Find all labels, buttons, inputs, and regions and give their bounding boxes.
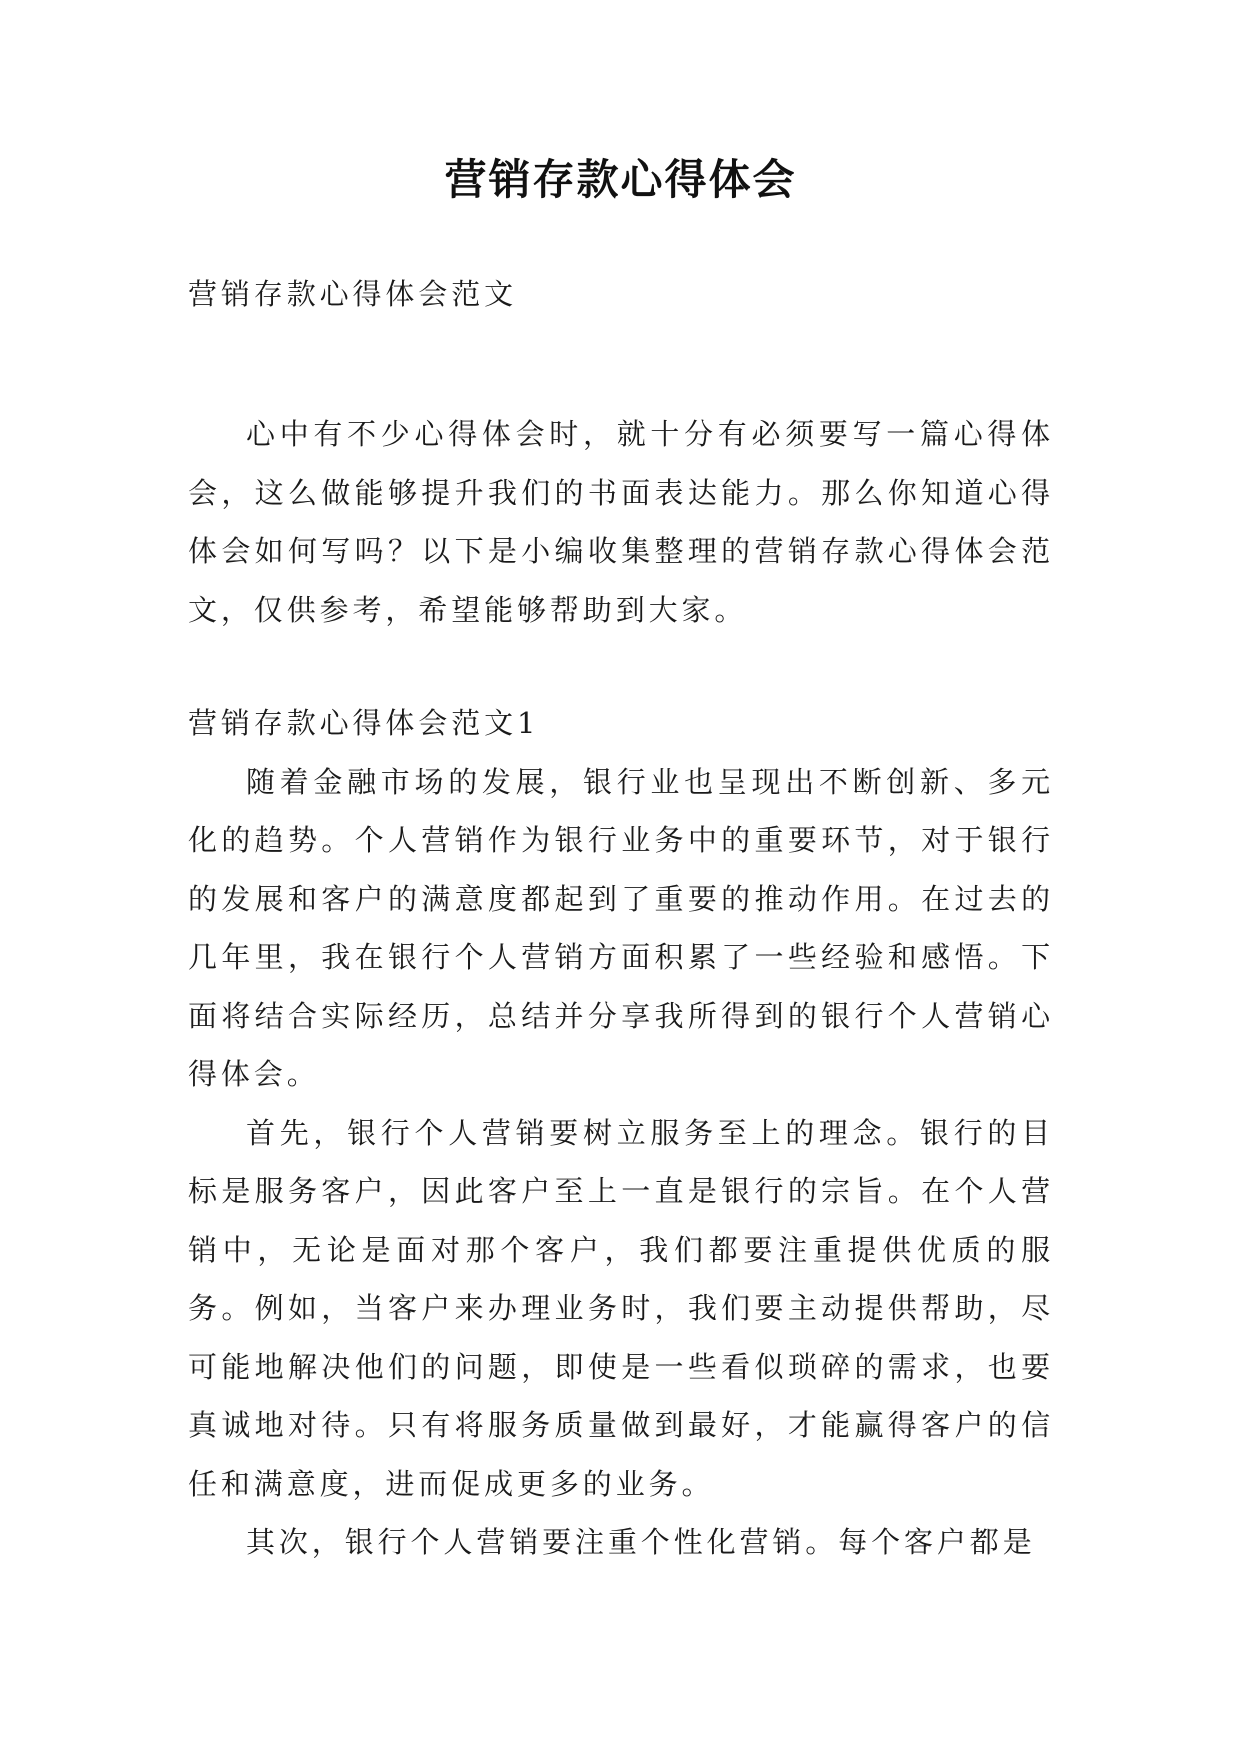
body-paragraph-3: 其次，银行个人营销要注重个性化营销。每个客户都是 <box>246 1525 1036 1559</box>
section-heading: 营销存款心得体会范文1 <box>188 706 540 740</box>
intro-paragraph: 心中有不少心得体会时，就十分有必须要写一篇心得体会，这么做能够提升我们的书面表达能力。那么你知道心得体会如何写吗？以下是小编收集整理的营销存款心得体会范文，仅供参考，希望能够帮助到大家。 <box>188 417 1054 627</box>
page-title: 营销存款心得体会 <box>444 155 797 204</box>
section-1 <box>188 694 1054 1572</box>
body-paragraph-2: 首先，银行个人营销要树立服务至上的理念。银行的目标是服务客户，因此客户至上一直是银行的宗旨。在个人营销中，无论是面对那个客户，我们都要注重提供优质的服务。例如，当客户来办理业务时，我们要主动提供帮助，尽可能地解决他们的问题，即使是一些看似琐碎的需求，也要真诚地对待。只有将服务质量做到最好，才能赢得客户的信任和满意度，进而促成更多的业务。 <box>188 1115 1054 1501</box>
body-paragraph-1: 随着金融市场的发展，银行业也呈现出不断创新、多元化的趋势。个人营销作为银行业务中的重要环节，对于银行的发展和客户的满意度都起到了重要的推动作用。在过去的几年里，我在银行个人营销方面积累了一些经验和感悟。下面将结合实际经历，总结并分享我所得到的银行个人营销心得体会。 <box>188 764 1054 1091</box>
document-subtitle: 营销存款心得体会范文 <box>188 277 518 311</box>
